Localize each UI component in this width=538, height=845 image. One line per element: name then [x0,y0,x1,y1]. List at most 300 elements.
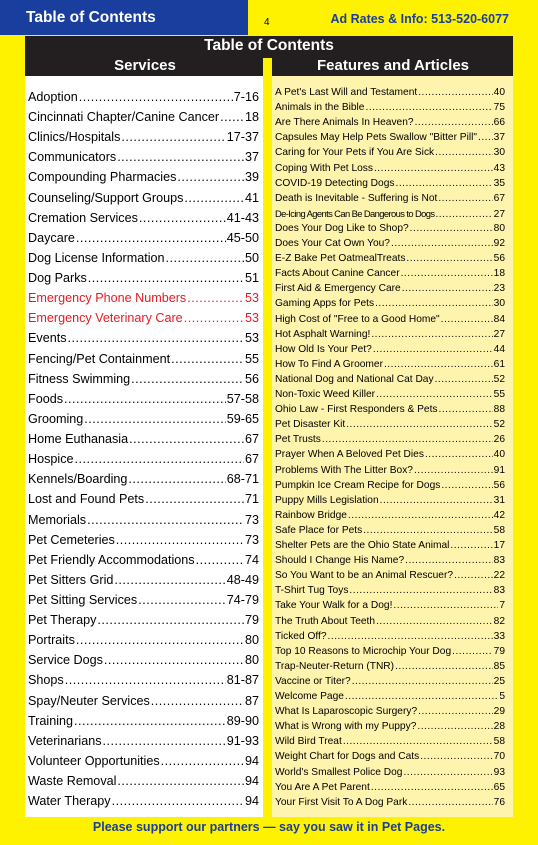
entry-page: 30 [493,147,505,159]
entry-page: 83 [493,555,505,567]
service-entry[interactable] [28,633,259,653]
entry-title: Water Therapy [28,794,111,809]
dot-leader [161,754,244,768]
entry-title: Portraits [28,633,75,648]
entry-page: 84 [493,313,505,325]
entry-page: 81-87 [226,673,259,688]
dot-leader [64,392,226,406]
dot-leader [450,540,492,551]
dot-leader [402,283,493,294]
article-entry[interactable] [275,449,505,464]
entry-page: 30 [493,298,505,310]
service-entry[interactable] [28,774,259,794]
entry-page: 52 [493,373,505,385]
dot-leader [145,492,244,506]
entry-title: High Cost of "Free to a Good Home" [275,313,440,325]
service-entry[interactable] [28,613,259,633]
dot-leader [417,721,492,732]
entry-page: 83 [493,585,505,597]
dot-leader [420,751,492,762]
entry-title: Death is Inevitable - Suffering is Not [275,192,438,204]
entry-title: Dog License Information [28,250,165,265]
entry-page: 67 [493,192,505,204]
entry-title: Pet Cemeteries [28,532,115,547]
entry-page: 44 [493,343,505,355]
dot-leader [79,90,233,104]
entry-page: 91-93 [226,733,259,748]
entry-page: 70 [493,751,505,763]
dot-leader [395,178,492,189]
dot-leader [435,374,493,385]
entry-page: 41-43 [226,210,259,225]
dot-leader [401,268,493,279]
entry-title: Ticked Off? [275,630,327,642]
dot-leader [363,525,492,536]
service-entry[interactable] [28,472,259,492]
service-entry[interactable] [28,694,259,714]
article-entry[interactable] [275,193,505,208]
service-entry[interactable] [28,714,259,734]
entry-page: 55 [244,351,259,366]
service-entry[interactable] [28,734,259,754]
entry-page: 37 [493,132,505,144]
article-entry[interactable] [275,661,505,676]
dot-leader [74,714,226,728]
entry-page: 89-90 [226,713,259,728]
service-entry[interactable] [28,553,259,573]
article-entry[interactable] [275,540,505,555]
entry-title: Memorials [28,512,87,527]
entry-title: Trap-Neuter-Return (TNR) [275,660,395,672]
dot-leader [395,661,493,672]
dot-leader [405,555,493,566]
dot-leader [184,191,244,205]
entry-title: Grooming [28,411,84,426]
service-entry[interactable] [28,331,259,351]
entry-page: 41 [244,190,259,205]
entry-title: Safe Place for Pets [275,524,363,536]
article-entry[interactable] [275,570,505,585]
service-entry[interactable] [28,352,259,372]
entry-page: 67 [244,432,259,447]
entry-page: 50 [244,250,259,265]
dot-leader [114,573,225,587]
dot-leader [478,132,493,143]
entry-page: 26 [493,434,505,446]
entry-page: 53 [244,291,259,306]
article-entry[interactable] [275,767,505,782]
entry-page: 61 [493,358,505,370]
page-number: 4 [264,17,270,28]
article-entry[interactable] [275,480,505,495]
service-entry[interactable] [28,191,259,211]
entry-page: 42 [493,509,505,521]
entry-page: 17 [493,540,505,551]
dot-leader [139,211,226,225]
dot-leader [75,452,244,466]
dot-leader [131,372,244,386]
service-entry[interactable] [28,412,259,432]
service-entry[interactable] [28,211,259,231]
dot-leader [376,389,493,400]
entry-page: 31 [493,494,505,506]
article-entry[interactable] [275,600,505,615]
entry-title: E-Z Bake Pet OatmealTreats [275,253,406,265]
article-entry[interactable] [275,344,505,359]
entry-title: Top 10 Reasons to Microchip Your Dog [275,645,452,657]
dot-leader [348,510,493,521]
entry-title: Pet Trusts [275,434,321,446]
article-entry[interactable] [275,253,505,268]
entry-page: 37 [244,150,259,165]
entry-page: 51 [244,271,259,286]
entry-title: Shops [28,673,64,688]
entry-page: 17-37 [226,130,259,145]
entry-page: 39 [244,170,259,185]
dot-leader [374,163,493,174]
entry-page: 82 [493,615,505,627]
toc-title: Table of Contents [204,37,334,54]
article-entry[interactable] [275,691,505,706]
entry-page: 53 [244,331,259,346]
service-entry[interactable] [28,231,259,251]
entry-title: A Pet's Last Will and Testament [275,87,418,98]
service-entry[interactable] [28,794,259,814]
entry-title: Fencing/Pet Containment [28,351,171,366]
column-divider [263,58,272,817]
article-entry[interactable] [275,223,505,238]
entry-title: Kennels/Boarding [28,472,128,487]
entry-title: Pet Sitting Services [28,593,138,607]
article-entry[interactable] [275,434,505,449]
service-entry[interactable] [28,754,259,774]
entry-title: You Are A Pet Parent [275,781,370,793]
dot-leader [328,631,493,642]
dot-leader [346,419,492,430]
entry-title: Waste Removal [28,774,117,789]
ad-rates-info: Ad Rates & Info: 513-520-6077 [330,12,509,26]
dot-leader [438,193,492,204]
article-entry[interactable] [275,298,505,313]
dot-leader [408,797,492,808]
article-entry[interactable] [275,178,505,193]
entry-page: 7-16 [233,90,259,104]
entry-title: What is Wrong with my Puppy? [275,721,417,733]
article-entry[interactable] [275,797,505,812]
entry-title: The Truth About Teeth [275,615,376,627]
entry-page: 67 [244,452,259,467]
article-entry[interactable] [275,163,505,178]
entry-page: 80 [244,633,259,648]
service-entry[interactable] [28,573,259,593]
entry-page: 35 [493,177,505,189]
dot-leader [441,314,493,325]
entry-title: Does Your Dog Like to Shop? [275,222,409,234]
entry-page: 88 [493,404,505,416]
service-entry[interactable] [28,492,259,512]
article-entry[interactable] [275,585,505,600]
dot-leader [76,231,226,245]
entry-title: De-Icing Agents Can Be Dangerous to Dogs [275,207,435,219]
entry-title: First Aid & Emergency Care [275,283,401,295]
entry-title: Non-Toxic Weed Killer [275,389,376,400]
entry-page: 58 [493,736,505,748]
entry-page: 68-71 [226,472,259,487]
entry-title: Pet Therapy [28,613,97,628]
dot-leader [129,432,244,446]
service-entry[interactable] [28,90,259,110]
entry-page: 40 [493,449,505,461]
service-entry[interactable] [28,432,259,452]
dot-leader [322,434,493,445]
dot-leader [343,736,493,747]
entry-page: 65 [493,781,505,793]
entry-title: Events [28,331,67,346]
dot-leader [84,412,225,426]
footer-message: Please support our partners — say you saw it in Pet Pages. [92,820,446,834]
entry-title: Veterinarians [28,733,102,748]
dot-leader [425,449,493,460]
service-entry[interactable] [28,392,259,412]
article-entry[interactable] [275,782,505,797]
article-entry[interactable] [275,132,505,147]
entry-title: World's Smallest Police Dog [275,766,403,778]
features-list [272,76,513,817]
dot-leader [166,251,244,265]
entry-title: National Dog and National Cat Day [275,373,434,385]
entry-page: 85 [493,660,505,672]
entry-page: 79 [244,613,259,628]
service-entry[interactable] [28,673,259,693]
entry-title: Emergency Phone Numbers [28,291,187,306]
services-list [25,76,263,817]
article-entry[interactable] [275,751,505,766]
entry-page: 40 [493,87,505,98]
service-entry[interactable] [28,533,259,553]
article-entry[interactable] [275,706,505,721]
dot-leader [403,767,492,778]
article-entry[interactable] [275,631,505,646]
entry-page: 28 [493,721,505,733]
dot-leader [121,130,225,144]
article-entry[interactable] [275,465,505,480]
entry-title: Should I Change His Name? [275,555,405,567]
article-entry[interactable] [275,283,505,298]
article-entry[interactable] [275,268,505,283]
entry-title: Rainbow Bridge [275,509,347,521]
service-entry[interactable] [28,513,259,533]
entry-title: Emergency Veterinary Care [28,311,183,326]
dot-leader [104,653,244,667]
service-entry[interactable] [28,452,259,472]
entry-title: Wild Bird Treat [275,736,342,748]
article-entry[interactable] [275,208,505,223]
entry-page: 25 [493,675,505,687]
dot-leader [384,359,493,370]
entry-page: 33 [493,630,505,642]
article-entry[interactable] [275,736,505,751]
dot-leader [406,253,492,264]
dot-leader [373,344,493,355]
article-entry[interactable] [275,147,505,162]
service-entry[interactable] [28,130,259,150]
entry-page: 75 [493,102,505,114]
article-entry[interactable] [275,721,505,736]
entry-title: Hospice [28,452,74,467]
entry-title: Gaming Apps for Pets [275,298,375,310]
dot-leader [112,794,244,808]
dot-leader [117,774,244,788]
article-entry[interactable] [275,495,505,510]
entry-title: Fitness Swimming [28,371,131,386]
section-title: Table of Contents [26,9,156,26]
entry-page: 94 [244,774,259,789]
service-entry[interactable] [28,170,259,190]
entry-page: 5 [499,691,505,702]
article-entry[interactable] [275,404,505,419]
entry-title: Pet Disaster Kit [275,419,346,431]
entry-page: 66 [493,117,505,129]
entry-title: Pet Sitters Grid [28,572,114,587]
dot-leader [441,480,492,491]
entry-page: 18 [493,268,505,280]
entry-page: 55 [493,389,505,400]
entry-page: 23 [493,283,505,295]
dot-leader [138,593,226,607]
dot-leader [184,311,244,325]
service-entry[interactable] [28,271,259,291]
article-entry[interactable] [275,314,505,329]
service-entry[interactable] [28,150,259,170]
entry-title: T-Shirt Tug Toys [275,585,349,597]
dot-leader [88,271,244,285]
entry-title: How To Find A Groomer [275,358,383,370]
entry-title: Home Euthanasia [28,432,129,447]
entry-page: 76 [493,796,505,808]
article-entry[interactable] [275,510,505,525]
dot-leader [116,533,244,547]
entry-title: Welcome Page [275,691,344,702]
dot-leader [345,691,498,702]
dot-leader [391,238,493,249]
entry-title: Counseling/Support Groups [28,190,184,205]
entry-page: 52 [493,419,505,431]
entry-page: 53 [244,311,259,326]
article-entry[interactable] [275,616,505,631]
article-entry[interactable] [275,238,505,253]
entry-title: Your First Visit To A Dog Park [275,796,408,808]
dot-leader [68,331,244,345]
service-entry[interactable] [28,110,259,130]
entry-page: 7 [499,600,505,612]
entry-title: Foods [28,391,64,406]
dot-leader [435,209,492,220]
entry-title: Adoption [28,90,78,104]
entry-title: Animals in the Bible [275,102,365,114]
entry-page: 71 [244,492,259,507]
article-entry[interactable] [275,389,505,404]
top-banner [0,0,538,35]
dot-leader [97,613,244,627]
entry-title: Take Your Walk for a Dog! [275,600,393,612]
entry-page: 56 [493,479,505,491]
service-entry[interactable] [28,372,259,392]
entry-page: 18 [244,110,259,125]
dot-leader [371,782,493,793]
entry-title: Spay/Neuter Services [28,693,150,708]
entry-page: 94 [244,753,259,768]
entry-page: 56 [493,253,505,265]
article-entry[interactable] [275,359,505,374]
entry-page: 57-58 [226,391,259,406]
dot-leader [349,585,492,596]
article-entry[interactable] [275,374,505,389]
entry-page: 45-50 [226,230,259,245]
entry-title: So You Want to be an Animal Rescuer? [275,570,454,582]
entry-page: 93 [493,766,505,778]
dot-leader [76,633,244,647]
entry-page: 58 [493,524,505,536]
dot-leader [220,110,244,124]
service-entry[interactable] [28,593,259,613]
entry-page: 80 [493,222,505,234]
entry-title: Puppy Mills Legislation [275,494,379,506]
article-entry[interactable] [275,525,505,540]
entry-title: Vaccine or Titer? [275,675,351,687]
entry-page: 87 [244,693,259,708]
article-entry[interactable] [275,87,505,102]
service-entry[interactable] [28,653,259,673]
entry-title: Lost and Found Pets [28,492,145,507]
article-entry[interactable] [275,102,505,117]
entry-title: Cincinnati Chapter/Canine Cancer [28,110,220,125]
entry-title: What Is Laparoscopic Surgery? [275,706,418,718]
entry-title: Caring for Your Pets if You Are Sick [275,147,435,159]
entry-title: Communicators [28,150,117,165]
article-entry[interactable] [275,329,505,344]
article-entry[interactable] [275,555,505,570]
article-entry[interactable] [275,646,505,661]
dot-leader [454,570,493,581]
dot-leader [380,495,493,506]
dot-leader [128,472,225,486]
entry-page: 27 [493,328,505,340]
entry-page: 56 [244,371,259,386]
entry-title: Does Your Cat Own You? [275,238,390,249]
service-entry[interactable] [28,311,259,331]
entry-title: Volunteer Opportunities [28,753,160,768]
entry-title: Training [28,713,74,728]
entry-title: Facts About Canine Cancer [275,268,400,280]
dot-leader [371,329,492,340]
service-entry[interactable] [28,291,259,311]
article-entry[interactable] [275,676,505,691]
article-entry[interactable] [275,419,505,434]
article-entry[interactable] [275,117,505,132]
dot-leader [365,102,492,113]
entry-page: 73 [244,532,259,547]
entry-title: Compounding Pharmacies [28,170,177,185]
entry-page: 29 [493,706,505,718]
dot-leader [439,404,493,415]
dot-leader [103,734,226,748]
dot-leader [410,223,493,234]
dot-leader [65,673,226,687]
entry-title: Problems With The Litter Box? [275,464,413,476]
entry-title: Pumpkin Ice Cream Recipe for Dogs [275,479,441,491]
service-entry[interactable] [28,251,259,271]
entry-title: Shelter Pets are the Ohio State Animal [275,540,450,551]
